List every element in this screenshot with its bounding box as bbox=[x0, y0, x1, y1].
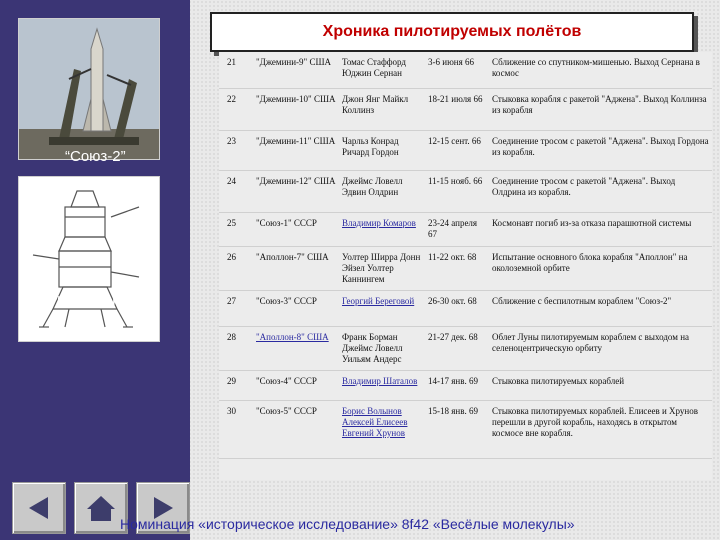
flight-number-cell: 21 bbox=[219, 52, 253, 88]
ship-cell: "Джемини-9" США bbox=[253, 52, 339, 88]
table-row bbox=[219, 88, 712, 130]
title-box bbox=[210, 12, 694, 52]
ship-cell: "Аполлон-7" США bbox=[253, 246, 339, 290]
flight-number-cell: 30 bbox=[219, 400, 253, 458]
date-cell: 3-6 июня 66 bbox=[425, 52, 489, 88]
flight-number-cell: 26 bbox=[219, 246, 253, 290]
table-row bbox=[219, 130, 712, 170]
crew-cell[interactable]: Борис Волынов Алексей Елисеев Евгений Хрунов bbox=[339, 400, 425, 458]
date-cell: 23-24 апреля 67 bbox=[425, 212, 489, 246]
date-cell: 14-17 янв. 69 bbox=[425, 370, 489, 400]
page-title: Хроника пилотируемых полётов bbox=[322, 23, 582, 40]
crew-cell: Франк Борман Джеймс Ловелл Уильям Андерс bbox=[339, 326, 425, 370]
prev-slide-button[interactable] bbox=[12, 482, 66, 534]
description-cell: Соединение тросом с ракетой "Аджена". Выход Олдрина из корабля. bbox=[489, 170, 712, 212]
description-cell: Стыковка пилотируемых кораблей bbox=[489, 370, 712, 400]
table-row bbox=[219, 52, 712, 88]
ship-cell: "Союз-5" СССР bbox=[253, 400, 339, 458]
description-cell: Облет Луны пилотируемым кораблем с выходом на селеноцентрическую орбиту bbox=[489, 326, 712, 370]
soyuz-rocket-photo bbox=[18, 18, 160, 160]
date-cell: 18-21 июля 66 bbox=[425, 88, 489, 130]
ship-cell: "Союз-4" СССР bbox=[253, 370, 339, 400]
arrow-left-icon bbox=[24, 493, 54, 523]
crew-cell[interactable]: Владимир Комаров bbox=[339, 212, 425, 246]
crew-cell: Джеймс Ловелл Эдвин Олдрин bbox=[339, 170, 425, 212]
table-row bbox=[219, 326, 712, 370]
table-row bbox=[219, 246, 712, 290]
flight-number-cell: 24 bbox=[219, 170, 253, 212]
crew-cell: Чарльз Конрад Ричард Гордон bbox=[339, 130, 425, 170]
flight-number-cell: 28 bbox=[219, 326, 253, 370]
date-cell: 11-15 нояб. 66 bbox=[425, 170, 489, 212]
crew-cell: Уолтер Ширра Донн Эйзел Уолтер Каннингем bbox=[339, 246, 425, 290]
crew-cell[interactable]: Владимир Шаталов bbox=[339, 370, 425, 400]
apollo-diagram bbox=[18, 176, 160, 342]
sidebar bbox=[0, 0, 190, 540]
footer-nomination: Номинация «историческое исследование» 8f42 «Весёлые молекулы» bbox=[120, 516, 575, 532]
crew-cell[interactable]: Георгий Береговой bbox=[339, 290, 425, 326]
flight-number-cell: 25 bbox=[219, 212, 253, 246]
description-cell: Стыковка пилотируемых кораблей. Елисеев и Хрунов перешли в другой корабль, находясь в открытом космосе вне корабля. bbox=[489, 400, 712, 458]
flight-number-cell: 22 bbox=[219, 88, 253, 130]
flight-number-cell: 23 bbox=[219, 130, 253, 170]
flights-table bbox=[219, 52, 712, 480]
description-cell: Соединение тросом с ракетой "Аджена". Выход Гордона из корабля. bbox=[489, 130, 712, 170]
home-icon bbox=[85, 493, 117, 523]
crew-cell: Джон Янг Майкл Коллинз bbox=[339, 88, 425, 130]
table-row bbox=[219, 170, 712, 212]
date-cell: 12-15 сент. 66 bbox=[425, 130, 489, 170]
description-cell: Космонавт погиб из-за отказа парашютной системы bbox=[489, 212, 712, 246]
table-row bbox=[219, 290, 712, 326]
ship-cell[interactable]: "Аполлон-8" США bbox=[253, 326, 339, 370]
ship-cell: "Джемини-10" США bbox=[253, 88, 339, 130]
date-cell: 21-27 дек. 68 bbox=[425, 326, 489, 370]
date-cell: 11-22 окт. 68 bbox=[425, 246, 489, 290]
description-cell: Сближение со спутником-мишенью. Выход Сернана в космос bbox=[489, 52, 712, 88]
date-cell: 15-18 янв. 69 bbox=[425, 400, 489, 458]
flight-number-cell: 29 bbox=[219, 370, 253, 400]
crew-cell: Томас Стаффорд Юджин Сернан bbox=[339, 52, 425, 88]
description-cell: Испытание основного блока корабля "Аполлон" на околоземной орбите bbox=[489, 246, 712, 290]
description-cell: Стыковка корабля с ракетой "Аджена". Выход Коллинза из корабля bbox=[489, 88, 712, 130]
ship-cell: "Союз-3" СССР bbox=[253, 290, 339, 326]
date-cell: 26-30 окт. 68 bbox=[425, 290, 489, 326]
ship-cell: "Джемини-12" США bbox=[253, 170, 339, 212]
ship-cell: "Союз-1" СССР bbox=[253, 212, 339, 246]
apollo-caption: “Аполлон” bbox=[55, 293, 126, 310]
flight-number-cell: 27 bbox=[219, 290, 253, 326]
table-row bbox=[219, 400, 712, 458]
soyuz-caption: “Союз-2” bbox=[65, 148, 126, 165]
table-row bbox=[219, 212, 712, 246]
table-row bbox=[219, 370, 712, 400]
ship-cell: "Джемини-11" США bbox=[253, 130, 339, 170]
description-cell: Сближение с беспилотным кораблем "Союз-2" bbox=[489, 290, 712, 326]
